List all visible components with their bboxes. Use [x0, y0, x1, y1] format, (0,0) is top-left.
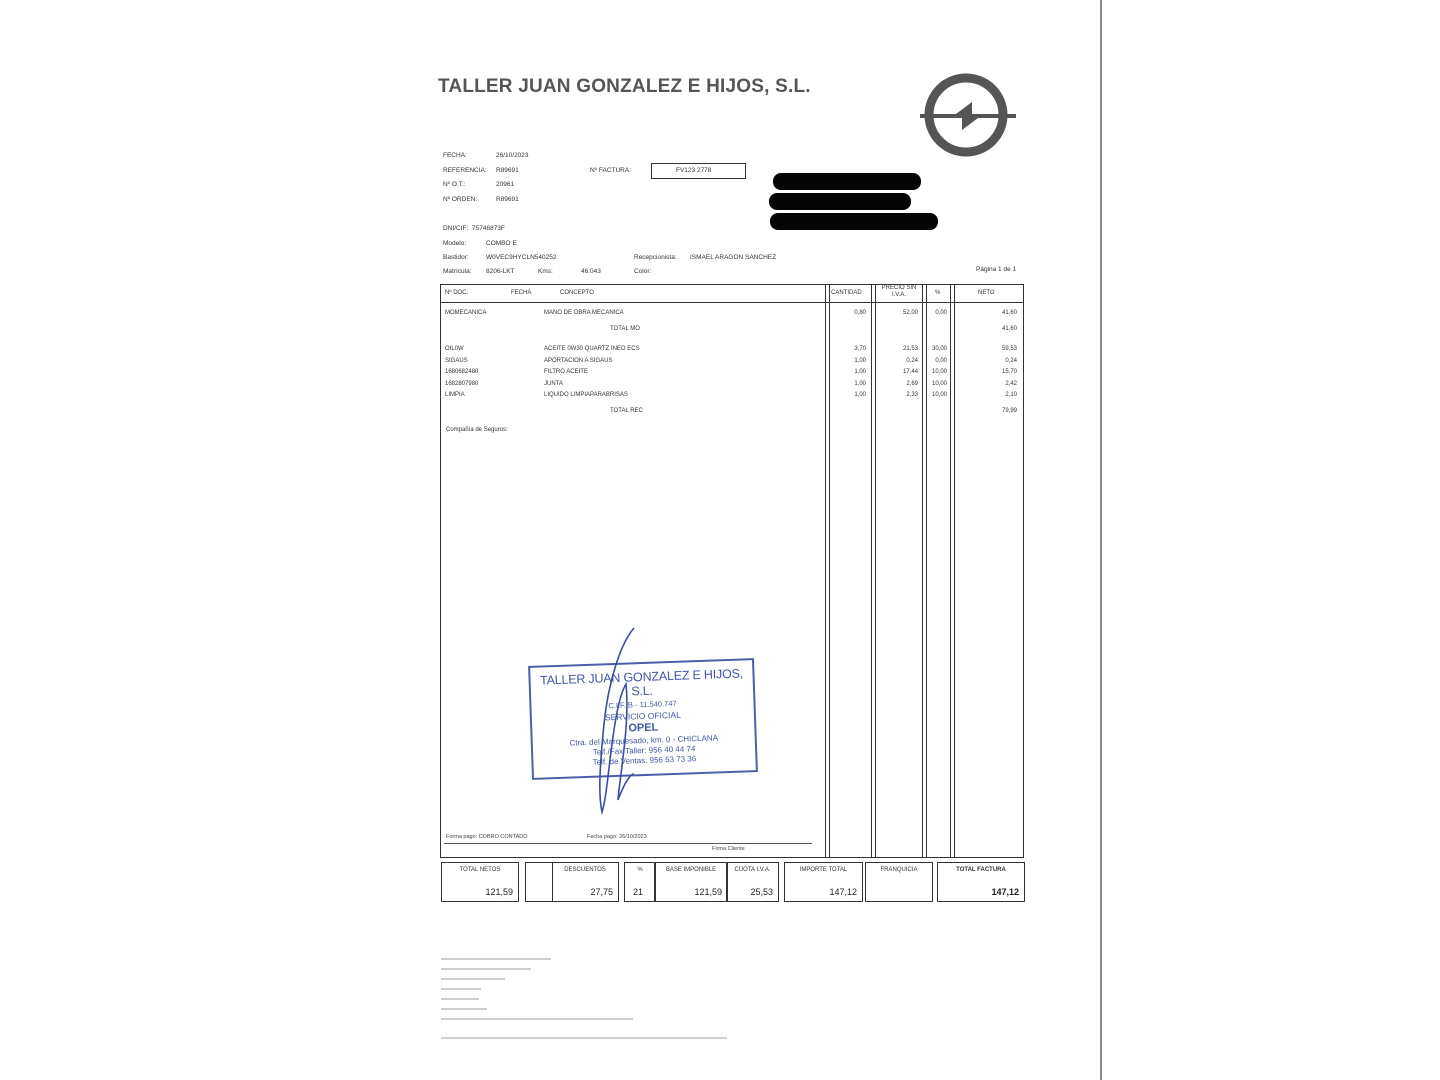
column-header-fecha: FECHA	[511, 290, 532, 296]
total-netos-box	[441, 862, 519, 902]
row-concepto: TOTAL REC	[610, 408, 643, 414]
payment-method: Forma pago: COBRO CONTADO	[446, 834, 528, 840]
total-factura-label: TOTAL FACTURA	[956, 867, 1006, 873]
stamp-company: TALLER JUAN GONZALEZ E HIJOS, S.L.	[539, 666, 744, 699]
bastidor-label: Bastidor:	[443, 254, 469, 261]
signature-icon	[590, 624, 650, 820]
row-pct: 30,00	[931, 346, 947, 352]
row-precio: 2,33	[906, 392, 918, 398]
row-concepto: LIQUIDO LIMPIAPARABRISAS	[544, 392, 628, 398]
row-cantidad: 1,00	[854, 392, 866, 398]
importe-label: IMPORTE TOTAL	[799, 867, 848, 873]
row-concepto: APORTACION A SIGAUS	[544, 358, 613, 364]
matricula-label: Matrícula:	[443, 268, 472, 275]
base-box	[654, 862, 728, 902]
cuota-label: CUOTA I.V.A.	[734, 867, 771, 873]
row-cantidad: 0,80	[854, 310, 866, 316]
row-cantidad: 1,00	[854, 358, 866, 364]
total-netos-value: 121,59	[485, 887, 513, 897]
row-cantidad: 1,00	[854, 369, 866, 375]
row-precio: 17,44	[902, 369, 918, 375]
base-value: 121,59	[694, 887, 722, 897]
row-doc: LIMPIA	[445, 392, 465, 398]
row-concepto: MANO DE OBRA MECANICA	[544, 310, 624, 316]
row-precio: 52,00	[902, 310, 918, 316]
row-pct: 10,00	[931, 381, 947, 387]
cuota-box	[726, 862, 779, 902]
row-pct: 10,00	[931, 392, 947, 398]
column-header-neto: NETO	[978, 290, 995, 296]
stamp-phone-workshop: Telf./Fax Taller: 956 40 44 74	[592, 744, 696, 757]
row-doc: 1680682480	[445, 369, 479, 375]
row-doc: SIGAUS	[445, 358, 468, 364]
divider	[444, 843, 812, 844]
ot-value: 20961	[496, 181, 515, 188]
page-number: Página 1 de 1	[976, 266, 1017, 273]
column-header-cantidad: CANTIDAD	[831, 290, 862, 296]
insurance-label: Compañía de Seguros:	[446, 427, 508, 433]
row-precio: 21,53	[902, 346, 918, 352]
base-label: BASE IMPONIBLE	[665, 867, 717, 873]
window-divider	[1100, 0, 1102, 1080]
importe-box	[784, 862, 863, 902]
factura-value: FV123 2778	[676, 167, 712, 174]
redaction-bar	[773, 173, 921, 190]
column-header-pct: %	[935, 290, 941, 296]
franquicia-label: FRANQUICIA	[880, 867, 918, 873]
column-divider	[950, 284, 951, 858]
column-header-precio: PRECIO SIN I.V.A.	[881, 285, 917, 298]
row-pct: 0,00	[935, 310, 947, 316]
table-header-divider	[440, 302, 1024, 303]
pct-box	[624, 862, 656, 902]
recepcionista-label: Recepcionista:	[634, 254, 677, 261]
ot-label: Nº O.T.:	[443, 181, 466, 188]
cuota-value: 25,53	[750, 887, 773, 897]
color-label: Color:	[634, 268, 652, 275]
client-signature-label: Firma Cliente	[712, 846, 745, 852]
row-cantidad: 3,70	[854, 346, 866, 352]
row-cantidad: 1,00	[854, 381, 866, 387]
payment-date: Fecha pago: 26/10/2023	[587, 834, 647, 840]
descuentos-label: DESCUENTOS	[564, 867, 606, 873]
fecha-label: FECHA:	[443, 152, 467, 159]
row-concepto: FILTRO ACEITE	[544, 369, 588, 375]
modelo-value: COMBO E	[486, 240, 517, 247]
stamp-service: SERVICIO OFICIAL	[604, 709, 681, 723]
row-neto: 79,99	[1001, 408, 1017, 414]
referencia-value: R89691	[496, 167, 519, 174]
nif-value: 75746873F	[472, 225, 505, 232]
column-header-doc: Nº DOC.	[445, 290, 469, 296]
total-factura-box	[937, 862, 1025, 902]
row-neto: 15,70	[1001, 369, 1017, 375]
modelo-label: Modelo:	[443, 240, 467, 247]
row-neto: 41,60	[1001, 310, 1017, 316]
row-doc: 1682807980	[445, 381, 479, 387]
row-neto: 2,10	[1005, 392, 1017, 398]
factura-label: Nº FACTURA:	[590, 167, 632, 174]
pct-value: 21	[633, 887, 644, 897]
stamp-phone-sales: Telf. de Ventas: 956 53 73 36	[592, 754, 697, 767]
row-precio: 0,24	[906, 358, 918, 364]
orden-value: R89691	[496, 196, 519, 203]
importe-value: 147,12	[829, 887, 857, 897]
matricula-value: 8206-LKT	[486, 268, 515, 275]
kms-value: 46.043	[581, 268, 601, 275]
franquicia-box	[865, 862, 933, 902]
orden-label: Nº ORDEN:	[443, 196, 478, 203]
kms-label: Kms:	[538, 268, 553, 275]
row-pct: 10,00	[931, 369, 947, 375]
row-doc: MOMECANICA	[445, 310, 487, 316]
row-neto: 41,60	[1001, 326, 1017, 332]
row-concepto: ACEITE 0W30 QUARTZ INEO ECS	[544, 346, 640, 352]
stamp-brand: OPEL	[628, 721, 659, 735]
row-doc: OIL0W	[445, 346, 464, 352]
stamp-cif: C.I.F. B - 11.540.747	[608, 698, 677, 711]
company-name: TALLER JUAN GONZALEZ E HIJOS, S.L.	[438, 76, 811, 97]
column-header-concepto: CONCEPTO	[560, 290, 594, 296]
column-divider	[922, 284, 923, 858]
row-precio: 2,69	[906, 381, 918, 387]
row-neto: 59,53	[1001, 346, 1017, 352]
stamp-address: Ctra. del Marquesado, km. 0 - CHICLANA	[569, 733, 719, 748]
recepcionista-value: ISMAEL ARAGON SANCHEZ	[690, 254, 777, 261]
opel-logo-icon	[916, 72, 1020, 158]
column-divider	[825, 284, 826, 858]
row-concepto: JUNTA	[544, 381, 563, 387]
redaction-bar	[769, 193, 911, 210]
descuentos-box	[525, 862, 619, 902]
pct-label: %	[637, 867, 643, 873]
row-concepto: TOTAL MO	[610, 326, 640, 332]
descuentos-value: 27,75	[590, 887, 613, 897]
redaction-bar	[770, 213, 938, 230]
row-pct: 0,00	[935, 358, 947, 364]
fecha-value: 26/10/2023	[496, 152, 529, 159]
total-factura-value: 147,12	[991, 887, 1019, 897]
bastidor-value: W0VEC9HYCLN540252	[486, 254, 557, 261]
nif-label: DNI/CIF:	[443, 225, 469, 232]
total-netos-label: TOTAL NETOS	[459, 867, 501, 873]
column-divider	[871, 284, 872, 858]
referencia-label: REFERENCIA:	[443, 167, 487, 174]
row-neto: 0,24	[1005, 358, 1017, 364]
row-neto: 2,42	[1005, 381, 1017, 387]
